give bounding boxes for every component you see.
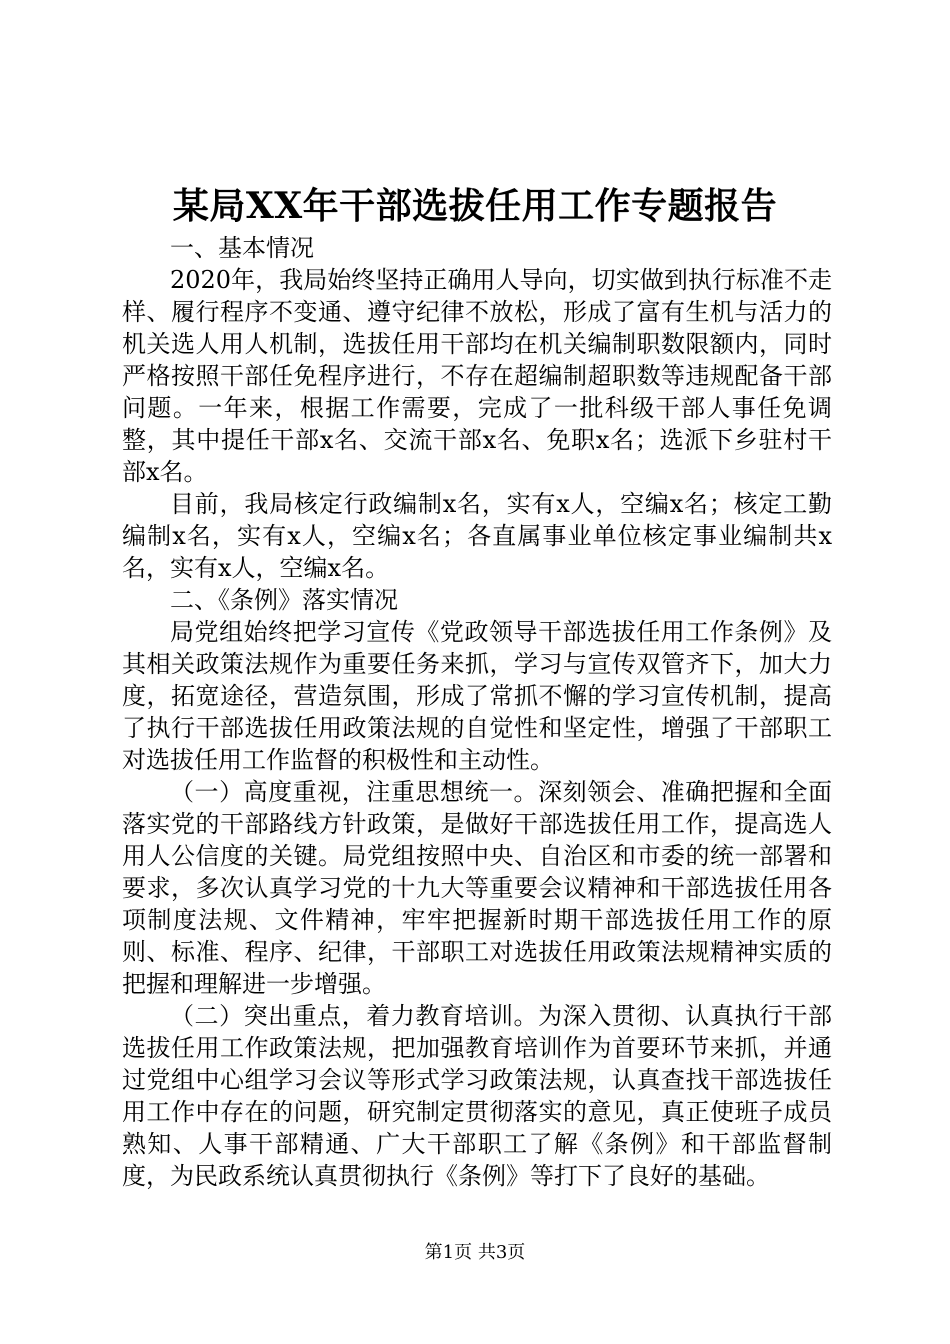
paragraph-regulation-2: （一）高度重视，注重思想统一。深刻领会、准确把握和全面落实党的干部路线方针政策，是做好干部选拔任用工作，提高选人用人公信度的关键。局党组按照中央、自治区和市委的统一部署和要求，多次认真学习党的十九大等重要会议精神和干部选拔任用各项制度法规、文件精神，牢牢把握新时期干部选拔任用工作的原则、标准、程序、纪律，干部职工对选拔任用政策法规精神实质的把握和理解进一步增强。 [122,778,832,998]
document-body [122,232,832,1192]
paragraph-basic-1: 2020年，我局始终坚持正确用人导向，切实做到执行标准不走样、履行程序不变通、遵守纪律不放松，形成了富有生机与活力的机关选人用人机制，选拔任用干部均在机关编制职数限额内，同时严格按照干部任免程序进行，不存在超编制超职数等违规配备干部问题。一年来，根据工作需要，完成了一批科级干部人事任免调整，其中提任干部x名、交流干部x名、免职x名；选派下乡驻村干部x名。 [122,266,832,486]
paragraph-basic-2: 目前，我局核定行政编制x名，实有x人，空编x名；核定工勤编制x名，实有x人，空编x名；各直属事业单位核定事业编制共x名，实有x人，空编x名。 [122,490,832,582]
section-heading-basic: 一、基本情况 [170,234,314,262]
paragraph-regulation-3: （二）突出重点，着力教育培训。为深入贯彻、认真执行干部选拔任用工作政策法规，把加强教育培训作为首要环节来抓，并通过党组中心组学习会议等形式学习政策法规，认真查找干部选拔任用工作中存在的问题，研究制定贯彻落实的意见，真正使班子成员熟知、人事干部精通、广大干部职工了解《条例》和干部监督制度，为民政系统认真贯彻执行《条例》等打下了良好的基础。 [122,1002,832,1190]
document-title: 某局XX年干部选拔任用工作专题报告 [172,185,778,227]
paragraph-regulation-1: 局党组始终把学习宣传《党政领导干部选拔任用工作条例》及其相关政策法规作为重要任务来抓，学习与宣传双管齐下，加大力度，拓宽途径，营造氛围，形成了常抓不懈的学习宣传机制，提高了执行干部选拔任用政策法规的自觉性和坚定性，增强了干部职工对选拔任用工作监督的积极性和主动性。 [122,618,832,774]
section-heading-regulation: 二、《条例》落实情况 [170,586,398,614]
page-footer: 第1页 共3页 [424,1242,526,1263]
